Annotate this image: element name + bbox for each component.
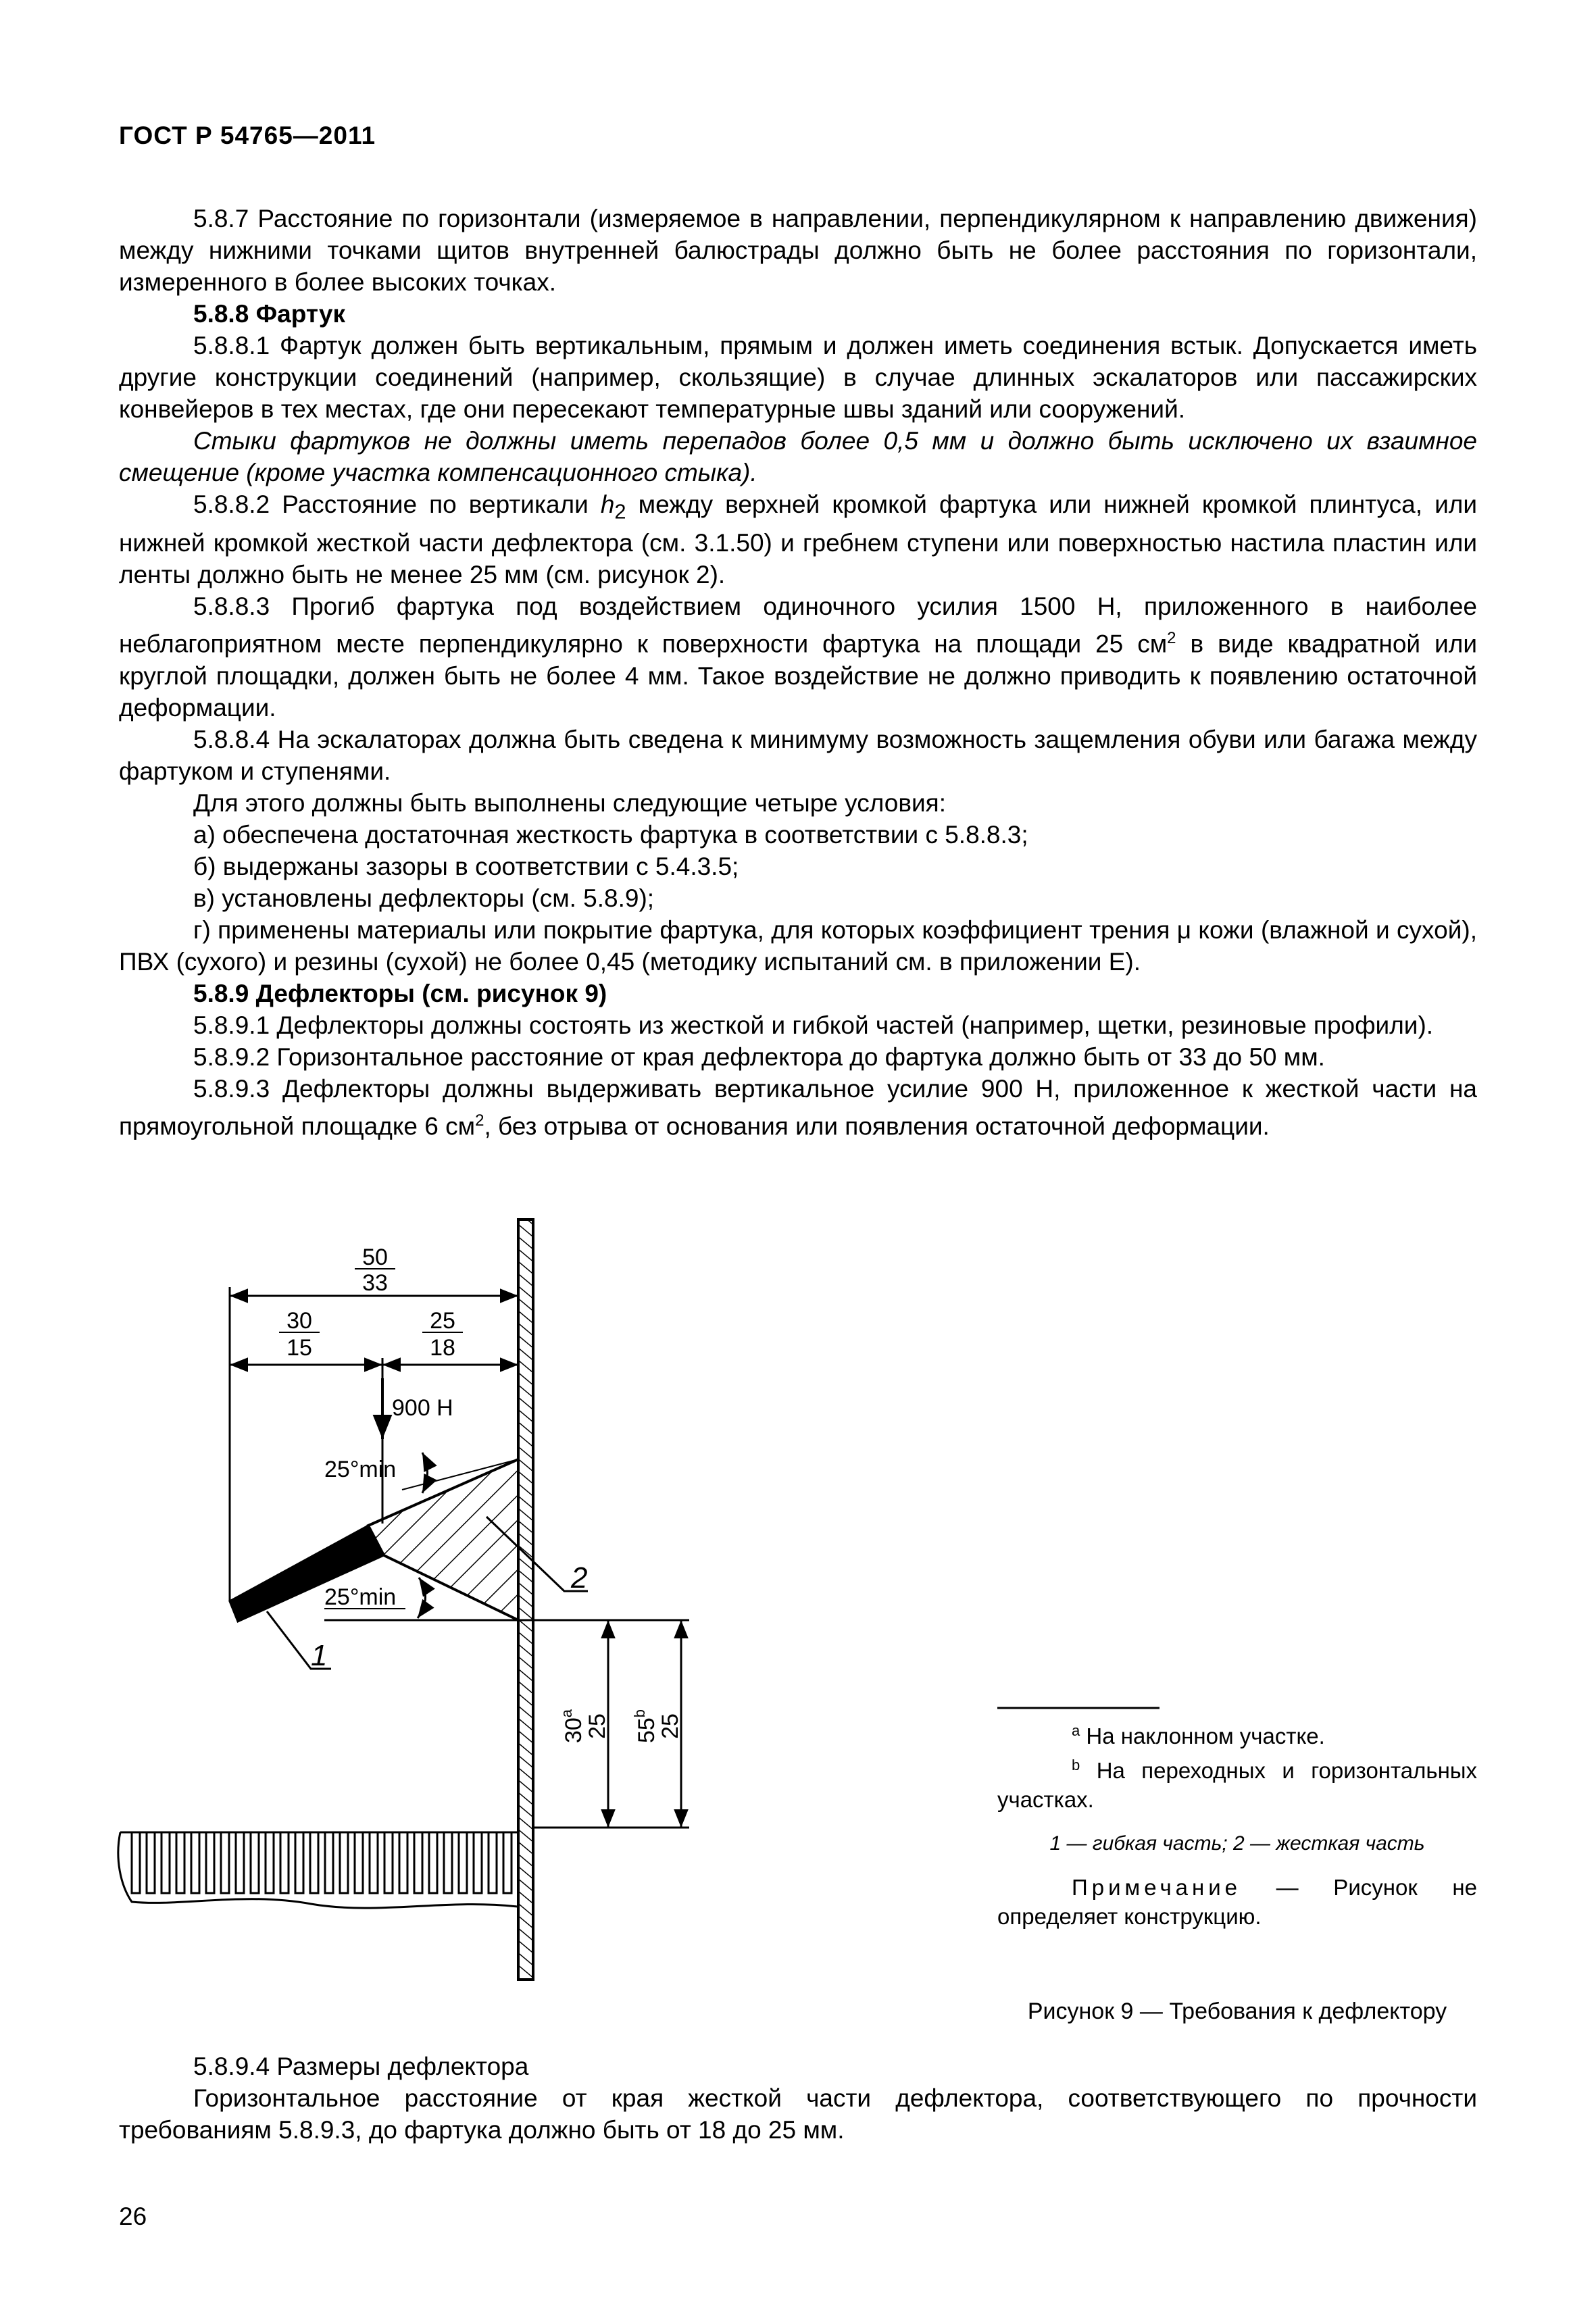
body2-paragraph-1: Горизонтальное расстояние от края жесткой части дефлектора, соответствующего по прочности требованиям 5.8.9.3, до фартука должно быть от 18 до 25 мм. xyxy=(119,2084,1477,2144)
step-tooth xyxy=(340,1832,348,1893)
step-tooth xyxy=(266,1832,274,1893)
body1-paragraph-5: 5.8.8.3 Прогиб фартука под воздействием одиночного усилия 1500 Н, приложенного в наиболее неблагоприятном месте перпендикулярно к поверхности фартука на площади 25 $см^2$ в виде квадратной или круглой площадки, должен быть не более 4 мм. Такое воздействие не должно приводить к появлению остаточной деформации. xyxy=(119,593,1477,722)
body1-paragraph-12: 5.8.9 Дефлекторы (см. рисунок 9) xyxy=(193,979,607,1007)
body1-paragraph-15: 5.8.9.3 Дефлекторы должны выдерживать вертикальное усилие 900 Н, приложенное к жесткой части на прямоугольной площадке 6 $см^2$, без отрыва от основания или появления остаточной деформации. xyxy=(119,1074,1477,1140)
step-tooth xyxy=(489,1832,497,1893)
body1-paragraph-2: 5.8.8.1 Фартук должен быть вертикальным, прямым и должен иметь соединения встык. Допускается иметь другие конструкции соединений (например, скользящие) в случае длинных эскалаторов или пассажирских конвейеров в тех местах, где они пересекают температурные швы зданий или сооружений. xyxy=(119,332,1477,423)
footnote-a: $^a$ На наклонном участке. xyxy=(1072,1722,1325,1749)
body1-paragraph-8: а) обеспечена достаточная жесткость фартука в соответствии с 5.8.8.3; xyxy=(193,820,1028,849)
body2-paragraph-0: 5.8.9.4 Размеры дефлектора xyxy=(193,2053,529,2080)
body1-paragraph-3: Стыки фартуков не должны иметь перепадов более 0,5 мм и должно быть исключено их взаимное смещение (кроме участка компенсационного стыка). xyxy=(119,427,1477,486)
dim-total-top: 50 xyxy=(362,1244,388,1270)
body1-paragraph-4: 5.8.8.2 Расстояние по вертикали $h_2$ между верхней кромкой фартука или нижней кромкой плинтуса, или нижней кромкой жесткой части дефлектора (см. 3.1.50) и гребнем ступени или поверхностью настила пластин или ленты должно быть не менее 25 мм (см. рисунок 2). xyxy=(119,491,1478,589)
dim-right-bottom: 18 xyxy=(430,1335,455,1361)
step-tooth xyxy=(161,1832,170,1893)
dim-left-top: 30 xyxy=(286,1308,312,1334)
step-tooth xyxy=(474,1832,482,1893)
angle-arc-bottom xyxy=(418,1578,426,1618)
step-tooth xyxy=(176,1832,184,1893)
vert-dim-a: 30$^a$ xyxy=(558,1709,587,1744)
step-tooth xyxy=(147,1832,155,1893)
step-comb-teeth xyxy=(132,1832,512,1893)
dim-right-top: 25 xyxy=(430,1308,455,1334)
step-tooth xyxy=(251,1832,259,1893)
body1-paragraph-9: б) выдержаны зазоры в соответствии с 5.4.3.5; xyxy=(193,852,739,880)
legend: 1 — гибкая часть; 2 — жесткая часть xyxy=(1049,1832,1425,1855)
step-tooth xyxy=(191,1832,199,1893)
angle-label-bottom: 25°min xyxy=(324,1584,397,1610)
step-tooth xyxy=(280,1832,289,1893)
dim-total-bottom: 33 xyxy=(362,1270,388,1296)
step-tooth xyxy=(206,1832,214,1893)
step-tooth xyxy=(384,1832,393,1893)
body1-paragraph-1: 5.8.8 Фартук xyxy=(193,300,345,328)
step-tooth xyxy=(414,1832,422,1893)
step-tooth xyxy=(444,1832,452,1893)
vert-dim-b-second: 25 xyxy=(657,1713,683,1739)
body1-paragraph-7: Для этого должны быть выполнены следующие четыре условия: xyxy=(193,788,946,817)
step-tooth xyxy=(503,1832,512,1893)
body1-paragraph-10: в) установлены дефлекторы (см. 5.8.9); xyxy=(193,884,655,912)
step-tooth xyxy=(355,1832,363,1893)
skirt-panel xyxy=(518,1219,533,1980)
footnote-b: $^b$ На переходных и горизонтальных участках. xyxy=(997,1757,1478,1812)
force-label: 900 Н xyxy=(392,1395,453,1421)
step-tooth xyxy=(221,1832,229,1893)
step-tooth xyxy=(459,1832,467,1893)
angle-label-top: 25°min xyxy=(324,1457,397,1482)
step-tooth xyxy=(310,1832,318,1893)
label-1: 1 xyxy=(311,1639,328,1672)
label-2: 2 xyxy=(571,1561,588,1594)
dim-left-bottom: 15 xyxy=(286,1335,312,1361)
page-number: 26 xyxy=(119,2203,147,2230)
body1-paragraph-6: 5.8.8.4 На эскалаторах должна быть сведена к минимуму возможность защемления обуви или багажа между фартуком и ступенями. xyxy=(119,725,1477,785)
vert-dim-a-second: 25 xyxy=(584,1713,610,1739)
vert-dim-b: 55$^b$ xyxy=(631,1709,659,1744)
body-text-bottom xyxy=(119,2051,1477,2146)
document-header: ГОСТ Р 54765—2011 xyxy=(119,122,376,149)
body1-paragraph-11: г) применены материалы или покрытие фартука, для которых коэффициент трения μ кожи (влажной и сухой), ПВХ (сухого) и резины (сухой) не более 0,45 (методику испытаний см. в приложении Е). xyxy=(119,915,1477,976)
angle-arc-top xyxy=(422,1453,428,1493)
step-tooth xyxy=(370,1832,378,1893)
figure-notes xyxy=(997,1716,1477,1931)
body1-paragraph-13: 5.8.9.1 Дефлекторы должны состоять из жесткой и гибкой частей (например, щетки, резиновые профили). xyxy=(193,1011,1434,1039)
body1-paragraph-14: 5.8.9.2 Горизонтальное расстояние от края дефлектора до фартука должно быть от 33 до 50 мм. xyxy=(193,1042,1325,1071)
step-tooth xyxy=(399,1832,407,1893)
step-tooth xyxy=(325,1832,333,1893)
step-tooth xyxy=(236,1832,244,1893)
body1-paragraph-0: 5.8.7 Расстояние по горизонтали (измеряемое в направлении, перпендикулярном к направлению движения) между нижними точками щитов внутренней балюстрады должно быть не более расстояния по горизонтали, измеренного в более высоких точках. xyxy=(119,205,1477,296)
figure-note: Примечание — Рисунок не определяет конструкцию. xyxy=(997,1875,1477,1929)
step-tooth xyxy=(132,1832,140,1893)
figure-caption: Рисунок 9 — Требования к дефлектору xyxy=(1027,1998,1447,2024)
step-tooth xyxy=(295,1832,303,1893)
step-tooth xyxy=(429,1832,437,1893)
